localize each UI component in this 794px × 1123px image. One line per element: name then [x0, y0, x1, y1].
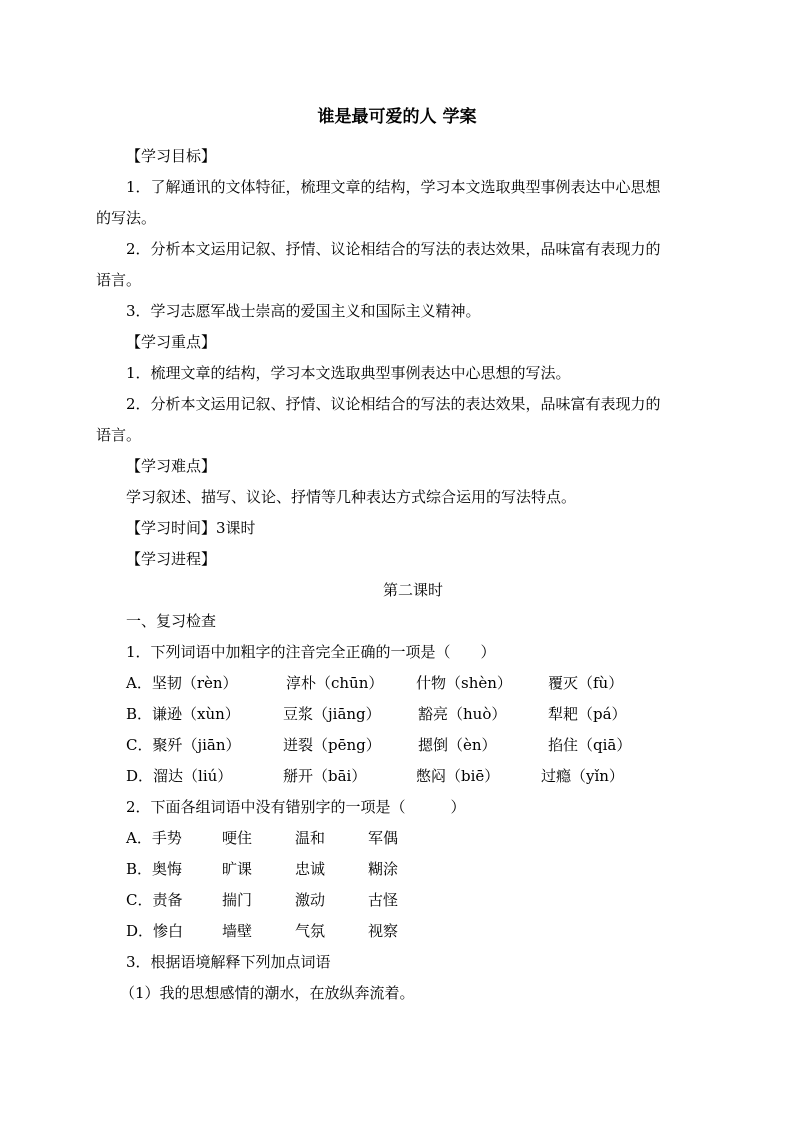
q1-option-d-2: 掰开（bāi） — [283, 767, 367, 785]
question-2-stem: 2．下面各组词语中没有错别字的一项是（ ） — [126, 798, 466, 816]
key-point-1: 1．梳理文章的结构，学习本文选取典型事例表达中心思想的写法。 — [126, 364, 571, 382]
objective-2-line-1: 2．分析本文运用记叙、抒情、议论相结合的写法的表达效果，品味富有表现力的 — [126, 240, 661, 258]
objective-1-line-1: 1．了解通讯的文体特征，梳理文章的结构，学习本文选取典型事例表达中心思想 — [126, 178, 661, 196]
q1-option-a-1: A．坚韧（rèn） — [126, 674, 238, 692]
q2-option-a-4: 军偶 — [368, 829, 399, 847]
q1-option-d-4: 过瘾（yǐn） — [541, 767, 624, 785]
q2-option-a-1: A．手势 — [126, 829, 182, 847]
q2-option-d-4: 视察 — [368, 922, 399, 940]
q2-option-c-1: C．责备 — [126, 891, 183, 909]
q1-option-a-4: 覆灭（fù） — [548, 674, 624, 692]
q2-option-c-3: 激动 — [295, 891, 326, 909]
difficulties-heading: 【学习难点】 — [126, 457, 217, 475]
q1-option-b-4: 犁耙（pá） — [548, 705, 627, 723]
q1-option-b-2: 豆浆（jiāng） — [283, 705, 381, 723]
question-3-sub-1: （1）我的思想感情的潮水，在放纵奔流着。 — [120, 984, 415, 1002]
q1-option-c-3: 摁倒（èn） — [418, 736, 497, 754]
q2-option-b-2: 旷课 — [222, 860, 253, 878]
objective-3: 3．学习志愿军战士崇高的爱国主义和国际主义精神。 — [126, 302, 481, 320]
study-time: 【学习时间】3课时 — [126, 519, 256, 537]
q1-option-b-3: 豁亮（huò） — [418, 705, 507, 723]
page-title: 谁是最可爱的人 学案 — [317, 107, 477, 127]
q2-option-d-1: D．惨白 — [126, 922, 184, 940]
q2-option-b-1: B．奥悔 — [126, 860, 183, 878]
q1-option-a-3: 什物（shèn） — [416, 674, 512, 692]
question-3-stem: 3．根据语境解释下列加点词语 — [126, 953, 331, 971]
q2-option-b-3: 忠诚 — [295, 860, 326, 878]
q2-option-a-3: 温和 — [295, 829, 326, 847]
q2-option-c-2: 揣门 — [222, 891, 253, 909]
q2-option-b-4: 糊涂 — [368, 860, 399, 878]
q2-option-c-4: 古怪 — [368, 891, 399, 909]
q2-option-a-2: 哽住 — [222, 829, 253, 847]
q1-option-d-3: 憋闷（biē） — [416, 767, 500, 785]
objective-2-line-2: 语言。 — [96, 271, 142, 289]
process-heading: 【学习进程】 — [126, 550, 217, 568]
question-1-stem: 1．下列词语中加粗字的注音完全正确的一项是（ ） — [126, 643, 496, 661]
q2-option-d-3: 气氛 — [295, 922, 326, 940]
review-heading: 一、复习检查 — [126, 612, 217, 630]
lesson-heading: 第二课时 — [382, 581, 443, 599]
objectives-heading: 【学习目标】 — [126, 147, 217, 165]
q2-option-d-2: 墙壁 — [222, 922, 253, 940]
difficulties-text: 学习叙述、描写、议论、抒情等几种表达方式综合运用的写法特点。 — [126, 488, 577, 506]
objective-1-line-2: 的写法。 — [96, 209, 157, 227]
key-points-heading: 【学习重点】 — [126, 333, 217, 351]
q1-option-d-1: D．溜达（liú） — [126, 767, 233, 785]
q1-option-b-1: B．谦逊（xùn） — [126, 705, 240, 723]
q1-option-c-2: 迸裂（pēng） — [283, 736, 381, 754]
key-point-2-line-2: 语言。 — [96, 426, 142, 444]
q1-option-a-2: 淳朴（chūn） — [286, 674, 384, 692]
key-point-2-line-1: 2．分析本文运用记叙、抒情、议论相结合的写法的表达效果，品味富有表现力的 — [126, 395, 661, 413]
q1-option-c-4: 掐住（qiā） — [548, 736, 632, 754]
q1-option-c-1: C．聚歼（jiān） — [126, 736, 241, 754]
